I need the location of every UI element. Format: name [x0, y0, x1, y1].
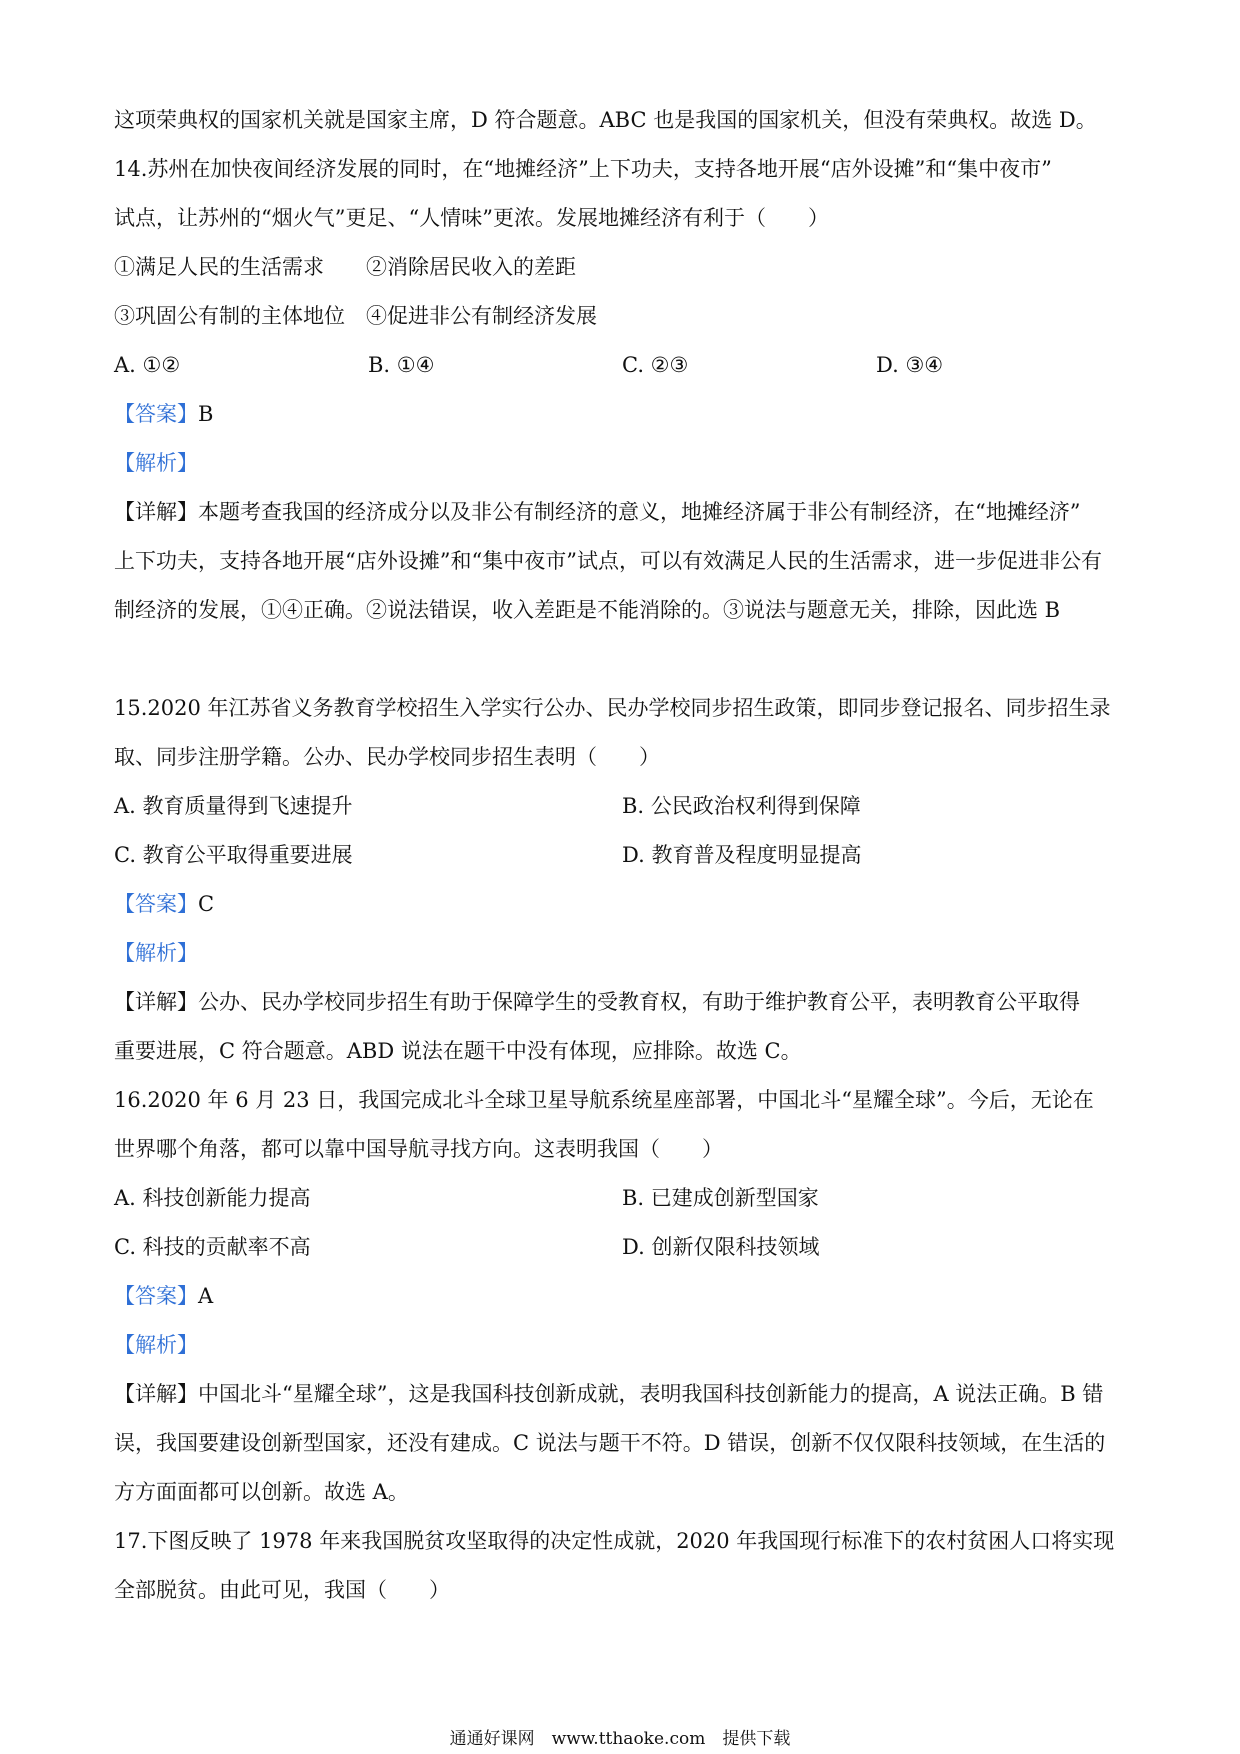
question-14-stem: 14.苏州在加快夜间经济发展的同时，在“地摊经济”上下功夫，支持各地开展“店外设摊”和“集中夜市” [114, 157, 1052, 181]
question-16-stem-cont: 世界哪个角落，都可以靠中国导航寻找方向。这表明我国（ ） [114, 1137, 723, 1161]
option-b: B. 已建成创新型国家 [622, 1186, 819, 1210]
question-14-options [114, 341, 1132, 390]
question-15-stem-cont: 取、同步注册学籍。公办、民办学校同步招生表明（ ） [114, 745, 660, 769]
question-17-stem: 17.下图反映了 1978 年来我国脱贫攻坚取得的决定性成就，2020 年我国现行标准下的农村贫困人口将实现 [114, 1529, 1115, 1553]
question-14-stem-cont: 试点，让苏州的“烟火气”更足、“人情味”更浓。发展地摊经济有利于（ ） [114, 206, 829, 230]
detail-tag: 【详解】 [114, 990, 198, 1014]
analysis-tag: 【解析】 [114, 1333, 198, 1357]
answer-tag: 【答案】 [114, 1284, 198, 1308]
option-c: C. 教育公平取得重要进展 [114, 843, 353, 867]
option-d: D. 创新仅限科技领域 [622, 1235, 820, 1259]
detail-tag: 【详解】 [114, 500, 198, 524]
detail-line [114, 1370, 1132, 1419]
detail-line [114, 978, 1132, 1027]
analysis-line [114, 439, 1132, 488]
answer-line [114, 1272, 1132, 1321]
page-footer: 通通好课网 www.tthaoke.com 提供下载 [449, 1729, 791, 1749]
option-c: C. 科技的贡献率不高 [114, 1235, 311, 1259]
detail-tag: 【详解】 [114, 1382, 198, 1406]
detail-text-cont: 重要进展，C 符合题意。ABD 说法在题干中没有体现，应排除。故选 C。 [114, 1039, 802, 1063]
question-16-options-row-1 [114, 1174, 1132, 1223]
option-b: B. ①④ [368, 353, 435, 377]
answer-value: A [198, 1284, 214, 1308]
option-a: A. ①② [114, 353, 181, 377]
option-d: D. 教育普及程度明显提高 [622, 843, 862, 867]
answer-line [114, 880, 1132, 929]
answer-value: B [198, 402, 214, 426]
detail-text-cont: 误，我国要建设创新型国家，还没有建成。C 说法与题干不符。D 错误，创新不仅仅限科技领域，在生活的 [114, 1431, 1106, 1455]
detail-text: 公办、民办学校同步招生有助于保障学生的受教育权，有助于维护教育公平，表明教育公平取得 [198, 990, 1080, 1014]
question-15-stem: 15.2020 年江苏省义务教育学校招生入学实行公办、民办学校同步招生政策，即同步登记报名、同步招生录 [114, 696, 1111, 720]
option-a: A. 教育质量得到飞速提升 [114, 794, 353, 818]
question-16-stem: 16.2020 年 6 月 23 日，我国完成北斗全球卫星导航系统星座部署，中国北斗“星耀全球”。今后，无论在 [114, 1088, 1094, 1112]
blank-gap [114, 635, 1132, 684]
analysis-tag: 【解析】 [114, 451, 198, 475]
answer-tag: 【答案】 [114, 402, 198, 426]
option-c: C. ②③ [622, 353, 689, 377]
detail-text: 本题考查我国的经济成分以及非公有制经济的意义，地摊经济属于非公有制经济，在“地摊经济” [198, 500, 1081, 524]
question-15-options-row-1 [114, 782, 1132, 831]
option-a: A. 科技创新能力提高 [114, 1186, 311, 1210]
option-b: B. 公民政治权利得到保障 [622, 794, 861, 818]
analysis-tag: 【解析】 [114, 941, 198, 965]
question-16-options-row-2 [114, 1223, 1132, 1272]
detail-text-cont: 制经济的发展，①④正确。②说法错误，收入差距是不能消除的。③说法与题意无关，排除，因此选 B [114, 598, 1061, 622]
option-d: D. ③④ [876, 353, 944, 377]
page-content [114, 96, 1132, 1615]
question-14-statement-2: ③巩固公有制的主体地位 ④促进非公有制经济发展 [114, 304, 597, 328]
detail-text-cont: 上下功夫，支持各地开展“店外设摊”和“集中夜市”试点，可以有效满足人民的生活需求，进一步促进非公有 [114, 549, 1102, 573]
text-line: 这项荣典权的国家机关就是国家主席，D 符合题意。ABC 也是我国的国家机关，但没有荣典权。故选 D。 [114, 108, 1097, 132]
answer-value: C [198, 892, 215, 916]
answer-tag: 【答案】 [114, 892, 198, 916]
question-15-options-row-2 [114, 831, 1132, 880]
analysis-line [114, 929, 1132, 978]
answer-line [114, 390, 1132, 439]
analysis-line [114, 1321, 1132, 1370]
detail-text: 中国北斗“星耀全球”，这是我国科技创新成就，表明我国科技创新能力的提高，A 说法正确。B 错 [198, 1382, 1104, 1406]
question-17-stem-cont: 全部脱贫。由此可见，我国（ ） [114, 1578, 450, 1602]
question-14-statement-1: ①满足人民的生活需求 ②消除居民收入的差距 [114, 255, 576, 279]
detail-line [114, 488, 1132, 537]
detail-text-cont: 方方面面都可以创新。故选 A。 [114, 1480, 409, 1504]
